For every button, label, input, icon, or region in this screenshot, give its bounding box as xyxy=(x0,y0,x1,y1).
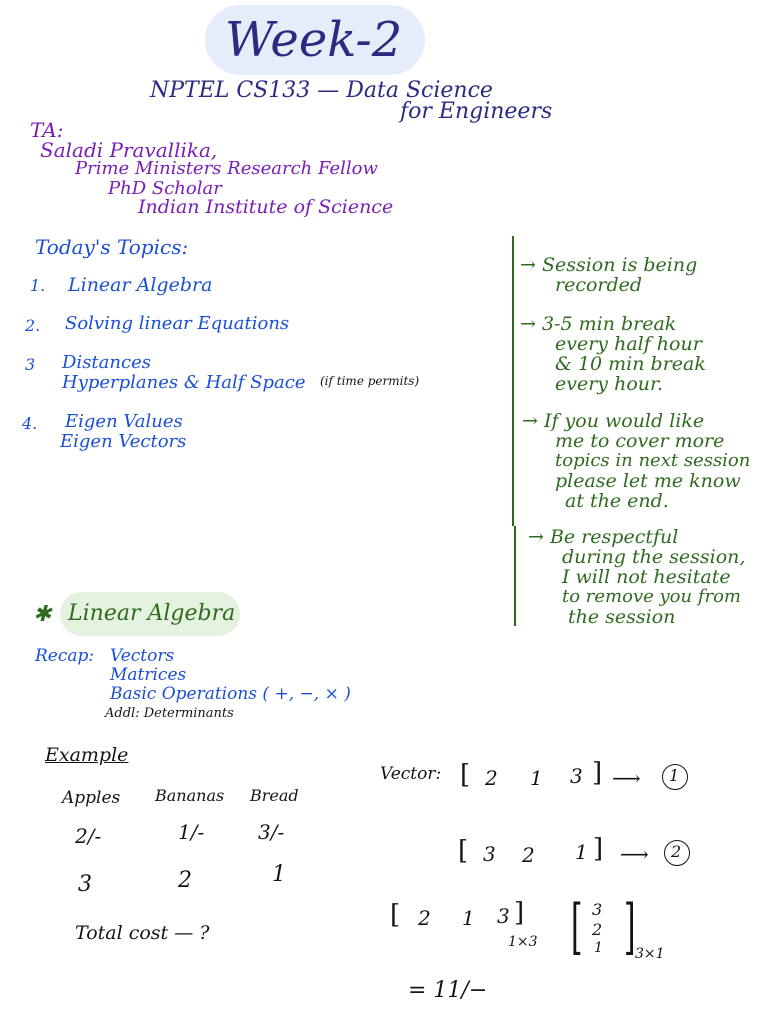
topic-3-line-2: Hyperplanes & Half Space xyxy=(62,372,306,393)
vector-2-value: 1 xyxy=(575,840,588,864)
section-bullet: ✱ xyxy=(33,602,52,627)
topic-3-line-1: Distances xyxy=(62,352,151,373)
vector-1-open-bracket: [ xyxy=(460,760,471,790)
vector-1-tag: 1 xyxy=(669,766,680,785)
product-col-value: 2 xyxy=(592,920,603,939)
vector-2-value: 3 xyxy=(483,842,496,866)
topic-4-number: 4. xyxy=(22,414,38,433)
note-4-line-5: the session xyxy=(568,606,676,628)
ta-name: Saladi Pravallika, xyxy=(40,138,218,162)
page-title: Week-2 xyxy=(225,12,403,68)
ta-role-scholar: PhD Scholar xyxy=(108,178,222,199)
recap-item-operations: Basic Operations ( +, −, × ) xyxy=(110,684,351,704)
topic-2-number: 2. xyxy=(25,316,41,335)
vector-1-value: 3 xyxy=(570,764,583,788)
topics-heading: Today's Topics: xyxy=(35,235,189,259)
note-2-line-3: & 10 min break xyxy=(555,353,706,375)
example-qty-apples: 3 xyxy=(78,872,92,897)
product-row-open-bracket: [ xyxy=(390,900,401,930)
example-question: Total cost — ? xyxy=(75,922,210,944)
note-3-line-3: topics in next session xyxy=(555,450,751,471)
recap-item-vectors: Vectors xyxy=(110,646,175,666)
vector-label: Vector: xyxy=(380,764,442,784)
note-4-line-3: I will not hesitate xyxy=(562,566,731,588)
example-price-bread: 3/- xyxy=(258,820,285,844)
note-1-line-1: → Session is being xyxy=(520,254,698,276)
course-title-line1: NPTEL CS133 — Data Science xyxy=(150,78,493,103)
example-qty-bananas: 2 xyxy=(178,868,192,893)
recap-addl: Addl: Determinants xyxy=(105,706,234,721)
note-4-line-1: → Be respectful xyxy=(528,526,679,548)
vector-2-close-bracket: ] xyxy=(593,834,604,864)
topic-3-note: (if time permits) xyxy=(320,374,420,388)
vector-1-close-bracket: ] xyxy=(592,758,603,788)
product-col-open-bracket: [ xyxy=(570,892,583,962)
ta-role-fellow: Prime Ministers Research Fellow xyxy=(75,158,378,179)
vector-1-value: 2 xyxy=(485,766,498,790)
example-col-bread: Bread xyxy=(250,786,299,805)
notes-divider-upper xyxy=(512,236,514,526)
product-col-value: 3 xyxy=(592,900,603,919)
note-4-line-4: to remove you from xyxy=(562,586,741,607)
note-3-line-5: at the end. xyxy=(565,490,669,512)
vector-1-value: 1 xyxy=(530,766,543,790)
topic-2-line: Solving linear Equations xyxy=(65,313,290,334)
section-heading: Linear Algebra xyxy=(68,601,236,626)
product-col-dimension: 3×1 xyxy=(635,946,665,962)
note-1-line-2: recorded xyxy=(555,274,643,296)
note-3-line-2: me to cover more xyxy=(555,430,725,452)
product-row-close-bracket: ] xyxy=(514,898,525,928)
product-col-value: 1 xyxy=(594,940,603,956)
ta-label: TA: xyxy=(30,118,64,142)
topic-1-number: 1. xyxy=(30,276,46,295)
note-2-line-1: → 3-5 min break xyxy=(520,313,677,335)
note-3-line-1: → If you would like xyxy=(522,410,705,432)
topic-4-line-1: Eigen Values xyxy=(65,411,183,432)
topic-4-line-2: Eigen Vectors xyxy=(60,431,187,452)
example-col-bananas: Bananas xyxy=(155,786,225,805)
product-col-close-bracket: ] xyxy=(623,892,636,962)
topic-1-line: Linear Algebra xyxy=(68,274,213,296)
recap-item-matrices: Matrices xyxy=(110,665,187,685)
example-col-apples: Apples xyxy=(62,788,121,808)
example-price-apples: 2/- xyxy=(75,824,102,848)
recap-label: Recap: xyxy=(35,646,95,666)
ta-institute: Indian Institute of Science xyxy=(138,196,394,218)
notes-divider-lower xyxy=(514,526,516,626)
topic-3-number: 3 xyxy=(25,355,36,374)
vector-2-value: 2 xyxy=(522,843,535,867)
vector-1-arrow: ⟶ xyxy=(612,766,641,790)
product-result: = 11/− xyxy=(408,978,488,1003)
product-row-dimension: 1×3 xyxy=(508,934,538,950)
vector-2-arrow: ⟶ xyxy=(620,842,649,866)
example-heading: Example xyxy=(45,744,129,766)
example-price-bananas: 1/- xyxy=(178,820,205,844)
note-3-line-4: please let me know xyxy=(555,470,741,492)
course-title-line2: for Engineers xyxy=(400,99,553,124)
vector-2-tag: 2 xyxy=(671,842,682,861)
product-row-value: 3 xyxy=(497,904,510,928)
product-row-value: 2 xyxy=(418,906,431,930)
note-4-line-2: during the session, xyxy=(562,546,746,568)
vector-2-open-bracket: [ xyxy=(458,836,469,866)
note-2-line-2: every half hour xyxy=(555,333,702,355)
example-qty-bread: 1 xyxy=(272,862,286,887)
product-row-value: 1 xyxy=(462,906,475,930)
note-2-line-4: every hour. xyxy=(555,373,664,395)
